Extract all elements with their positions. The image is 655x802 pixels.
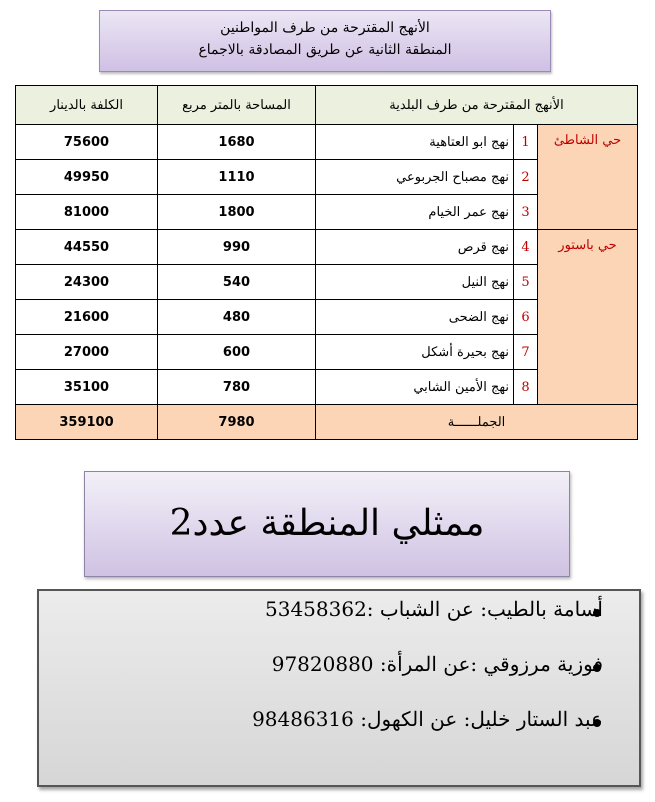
street-area: 1800 <box>158 195 316 230</box>
title-line-2: المنطقة الثانية عن طريق المصادقة بالاجماع <box>198 42 452 58</box>
table-header-row <box>16 86 638 125</box>
street-area: 1110 <box>158 160 316 195</box>
representatives-title-box <box>84 471 570 577</box>
row-index: 3 <box>514 195 538 230</box>
header-area: المساحة بالمتر مربع <box>158 86 316 125</box>
page-title-box <box>99 10 551 72</box>
street-cost: 81000 <box>16 195 158 230</box>
total-row <box>16 405 638 440</box>
street-name: نهج ابو العتاهية <box>316 125 514 160</box>
street-name: نهج الأمين الشابي <box>316 370 514 405</box>
table-row <box>16 230 638 265</box>
row-index: 7 <box>514 335 538 370</box>
list-item: عبد الستار خليل: عن الكهول: 98486316 <box>252 707 603 731</box>
district-cell: حي الشاطئ <box>538 125 638 230</box>
row-index: 5 <box>514 265 538 300</box>
street-area: 1680 <box>158 125 316 160</box>
street-cost: 49950 <box>16 160 158 195</box>
street-name: نهج النيل <box>316 265 514 300</box>
title-line-1: الأنهج المقترحة من طرف المواطنين <box>220 20 430 36</box>
street-name: نهج مصباح الجربوعي <box>316 160 514 195</box>
street-area: 780 <box>158 370 316 405</box>
streets-table <box>15 85 638 440</box>
street-name: نهج الضحى <box>316 300 514 335</box>
representatives-title: ممثلي المنطقة عدد2 <box>169 503 485 544</box>
street-cost: 21600 <box>16 300 158 335</box>
list-item: فوزية مرزوقي :عن المرأة: 97820880 <box>271 652 603 676</box>
street-area: 990 <box>158 230 316 265</box>
street-cost: 75600 <box>16 125 158 160</box>
street-cost: 44550 <box>16 230 158 265</box>
street-name: نهج عمر الخيام <box>316 195 514 230</box>
total-cost: 359100 <box>16 405 158 440</box>
row-index: 2 <box>514 160 538 195</box>
total-area: 7980 <box>158 405 316 440</box>
row-index: 4 <box>514 230 538 265</box>
list-item: أسامة بالطيب: عن الشباب :53458362 <box>265 597 603 621</box>
header-streets: الأنهج المقترحة من طرف البلدية <box>316 86 638 125</box>
street-area: 540 <box>158 265 316 300</box>
street-cost: 35100 <box>16 370 158 405</box>
row-index: 6 <box>514 300 538 335</box>
header-cost: الكلفة بالدينار <box>16 86 158 125</box>
street-name: نهج بحيرة أشكل <box>316 335 514 370</box>
street-area: 600 <box>158 335 316 370</box>
street-cost: 27000 <box>16 335 158 370</box>
street-name: نهج قرص <box>316 230 514 265</box>
row-index: 8 <box>514 370 538 405</box>
table-row <box>16 125 638 160</box>
representatives-list <box>37 589 641 787</box>
street-cost: 24300 <box>16 265 158 300</box>
row-index: 1 <box>514 125 538 160</box>
district-cell: حي باستور <box>538 230 638 405</box>
street-area: 480 <box>158 300 316 335</box>
total-label: الجملــــــة <box>316 405 638 440</box>
